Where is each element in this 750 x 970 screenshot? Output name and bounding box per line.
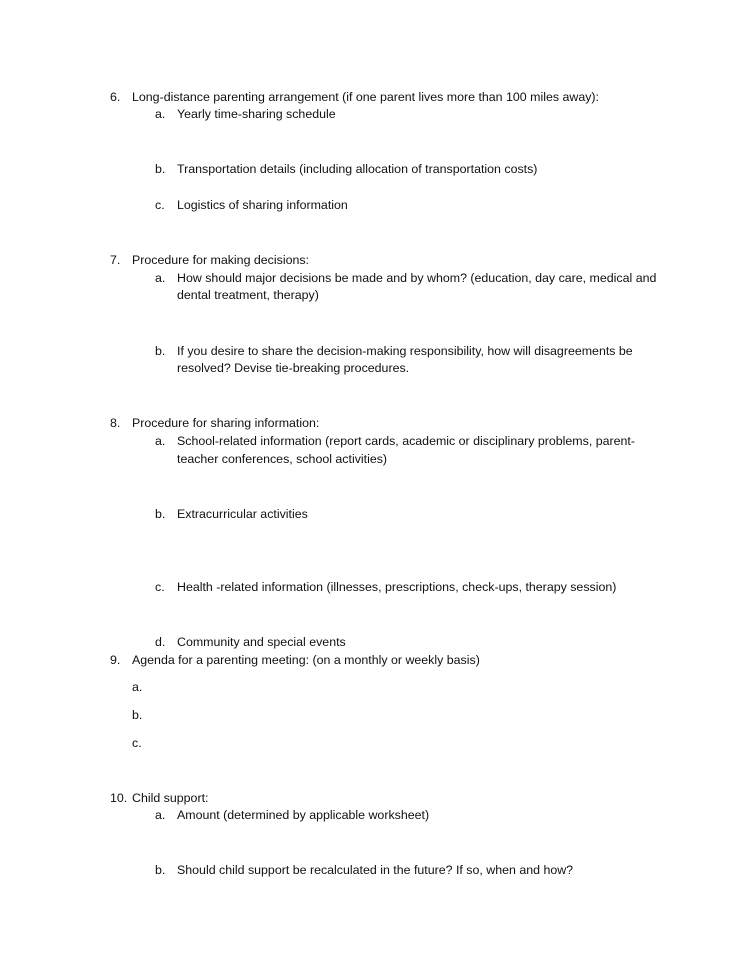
subitem-letter: b. (155, 162, 166, 176)
subitem-text: Logistics of sharing information (177, 198, 348, 212)
subitem-7a-line2 (177, 287, 319, 304)
subitem-text-continued: teacher conferences, school activities) (177, 452, 388, 466)
item-number: 6. (110, 90, 121, 104)
item-heading: Child support: (132, 791, 209, 805)
subitem-text-continued: resolved? Devise tie-breaking procedures. (177, 361, 410, 375)
subitem-letter: c. (155, 198, 165, 212)
item-number: 8. (110, 416, 121, 430)
subitem-text: School-related information (report cards, academic or disciplinary problems, parent- (177, 434, 635, 448)
subitem-letter: a. (155, 271, 166, 285)
subitem-text: Yearly time-sharing schedule (177, 107, 336, 121)
subitem-text-continued: dental treatment, therapy) (177, 288, 319, 302)
subitem-letter: a. (155, 434, 166, 448)
subitem-9c (132, 735, 142, 752)
subitem-letter: a. (132, 680, 143, 694)
subitem-text: Transportation details (including allocation of transportation costs) (177, 162, 538, 176)
item-heading: Agenda for a parenting meeting: (on a monthly or weekly basis) (132, 653, 480, 667)
subitem-letter: c. (132, 736, 142, 750)
subitem-letter: a. (155, 107, 166, 121)
item-number: 10. (110, 791, 128, 805)
subitem-9b (132, 707, 142, 724)
subitem-letter: b. (155, 344, 166, 358)
item-number: 9. (110, 653, 121, 667)
subitem-text: Should child support be recalculated in the future? If so, when and how? (177, 863, 574, 877)
subitem-7b-line2 (177, 360, 409, 377)
subitem-text: Health -related information (illnesses, prescriptions, check-ups, therapy session) (177, 580, 617, 594)
subitem-9a (132, 679, 142, 696)
subitem-letter: c. (155, 580, 165, 594)
item-heading: Procedure for making decisions: (132, 253, 309, 267)
item-heading: Procedure for sharing information: (132, 416, 320, 430)
subitem-letter: b. (132, 708, 143, 722)
subitem-8a-line2 (177, 451, 387, 468)
subitem-text: How should major decisions be made and by whom? (education, day care, medical and (177, 271, 657, 285)
subitem-text: Amount (determined by applicable worksheet) (177, 808, 430, 822)
subitem-letter: b. (155, 863, 166, 877)
subitem-text: Extracurricular activities (177, 507, 308, 521)
item-number: 7. (110, 253, 121, 267)
item-heading: Long-distance parenting arrangement (if one parent lives more than 100 miles away): (132, 90, 599, 104)
subitem-letter: b. (155, 507, 166, 521)
subitem-text: If you desire to share the decision-making responsibility, how will disagreements be (177, 344, 633, 358)
subitem-letter: a. (155, 808, 166, 822)
subitem-text: Community and special events (177, 635, 346, 649)
subitem-letter: d. (155, 635, 166, 649)
